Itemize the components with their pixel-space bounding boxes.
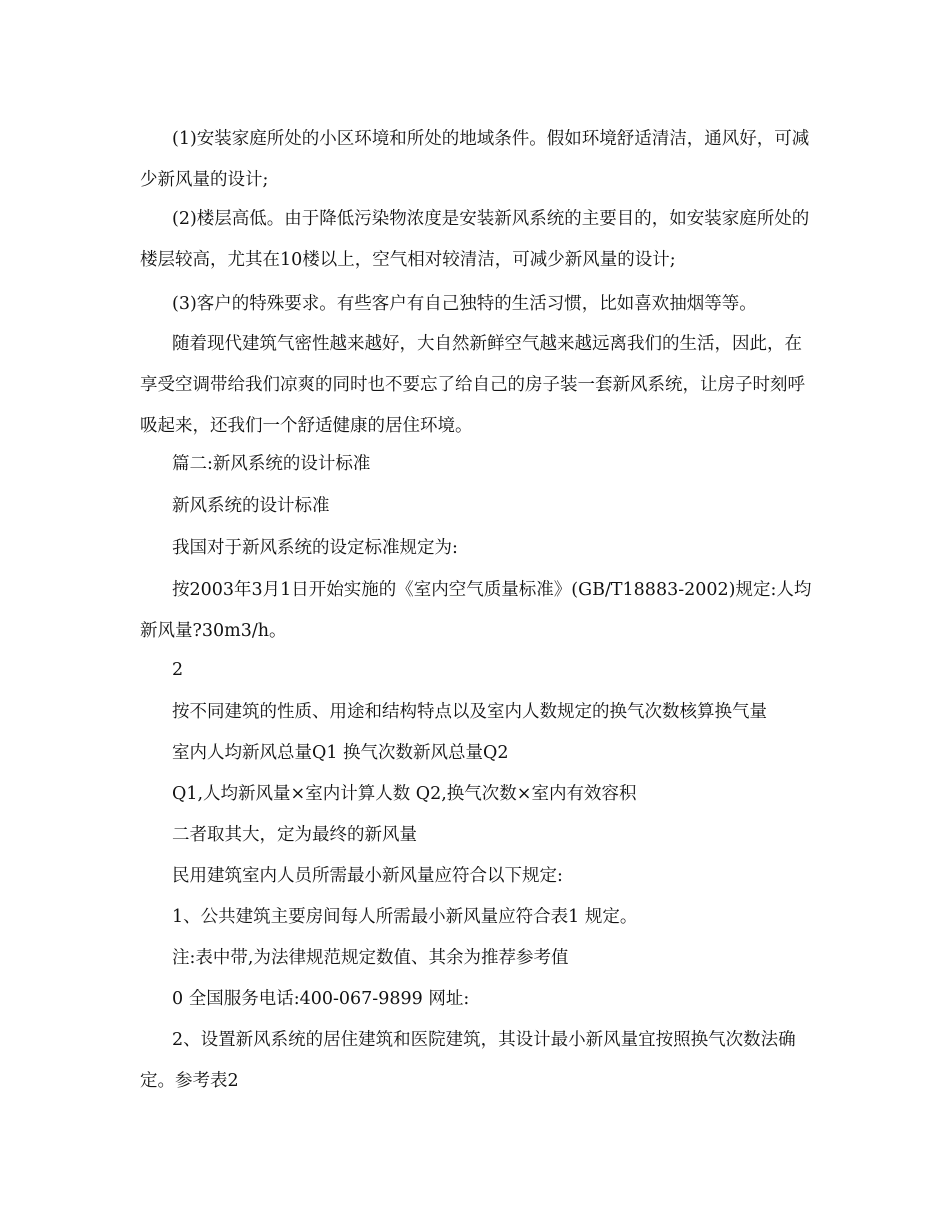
paragraph-7: 按不同建筑的性质、用途和结构特点以及室内人数规定的换气次数核算换气量: [172, 702, 767, 722]
paragraph-2: (2)楼层高低。由于降低污染物浓度是安装新风系统的主要目的，如安装家庭所处的楼层较高，尤其在10楼以上，空气相对较清洁，可减少新风量的设计;: [140, 209, 810, 270]
paragraph-1: (1)安装家庭所处的小区环境和所处的地域条件。假如环境舒适清洁，通风好，可减少新风量的设计;: [140, 129, 810, 190]
paragraph-9: Q1,人均新风量×室内计算人数 Q2,换气次数×室内有效容积: [172, 784, 637, 804]
paragraph-12: 1、公共建筑主要房间每人所需最小新风量应符合表1 规定。: [172, 907, 638, 927]
page-number-inline: 2: [172, 660, 184, 680]
paragraph-14: 2、设置新风系统的居住建筑和医院建筑，其设计最小新风量宜按照换气次数法确定。参考表2: [140, 1030, 796, 1091]
paragraph-11: 民用建筑室内人员所需最小新风量应符合以下规定:: [172, 866, 563, 886]
section-subheading: 新风系统的设计标准: [172, 496, 330, 516]
contact-line: 0 全国服务电话:400-067-9899 网址:: [172, 989, 470, 1009]
paragraph-13: 注:表中带,为法律规范规定数值、其余为推荐参考值: [172, 948, 569, 968]
paragraph-3: (3)客户的特殊要求。有些客户有自己独特的生活习惯，比如喜欢抽烟等等。: [172, 294, 757, 314]
paragraph-5: 我国对于新风系统的设定标准规定为:: [172, 538, 458, 558]
paragraph-6: 按2003年3月1日开始实施的《室内空气质量标准》(GB/T18883-2002)规定:人均新风量?30m3/h。: [140, 580, 812, 641]
paragraph-4: 随着现代建筑气密性越来越好，大自然新鲜空气越来越远离我们的生活，因此，在享受空调带给我们凉爽的同时也不要忘了给自己的房子装一套新风系统，让房子时刻呼吸起来，还我们一个舒适健康的居住环境。: [140, 334, 805, 436]
paragraph-10: 二者取其大，定为最终的新风量: [172, 825, 417, 845]
paragraph-8: 室内人均新风总量Q1 换气次数新风总量Q2: [172, 743, 509, 763]
section-heading: 篇二:新风系统的设计标准: [172, 454, 371, 474]
